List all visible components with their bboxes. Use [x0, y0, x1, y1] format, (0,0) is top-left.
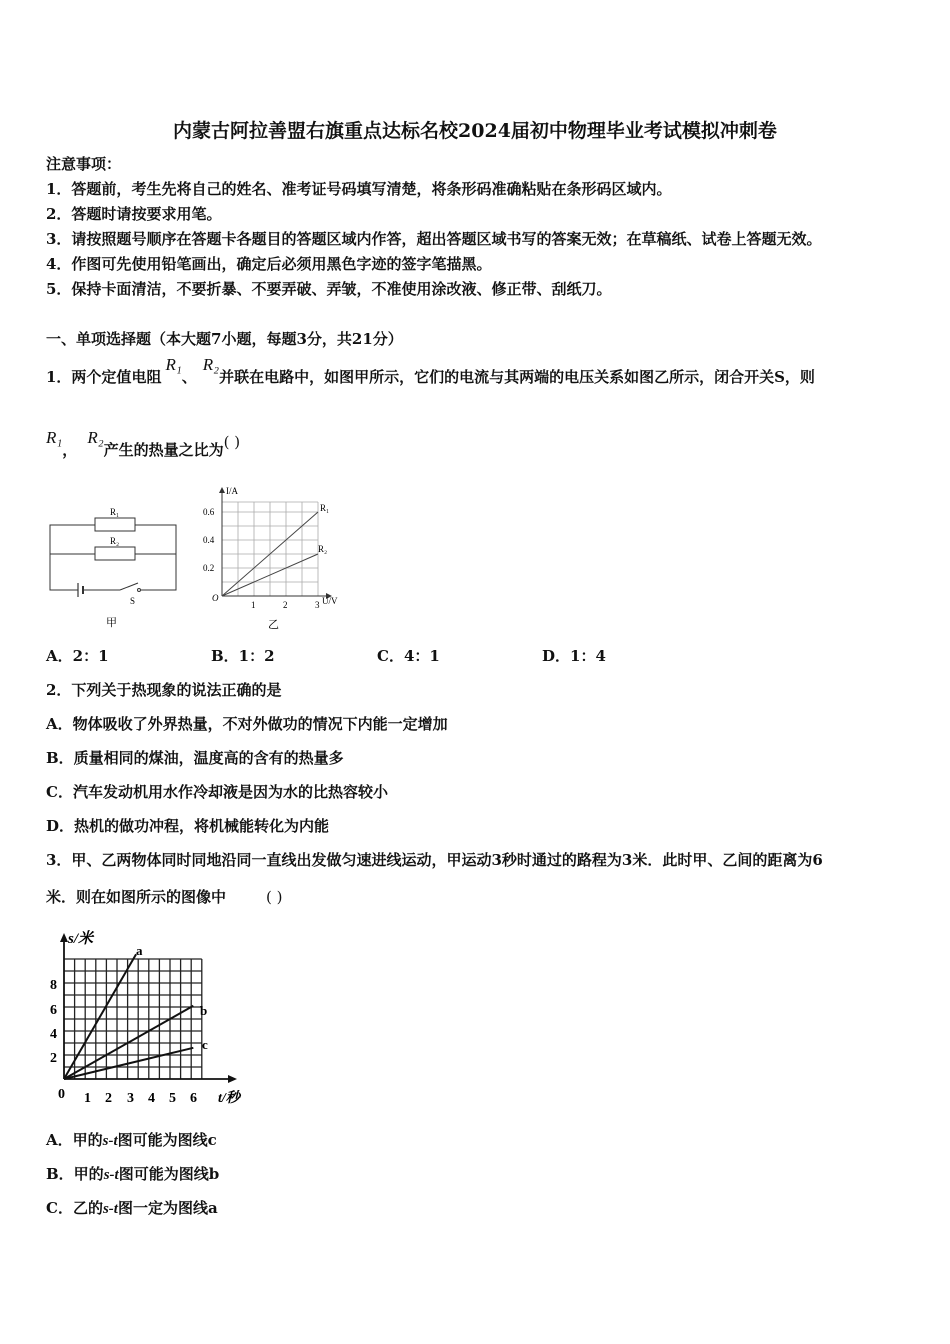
- q1-option-b[interactable]: B．1：2: [211, 647, 275, 665]
- q3-option-label: C．乙的: [46, 1199, 103, 1217]
- q1-iu-graph: [195, 482, 360, 632]
- q3-option-st: s-t: [103, 1167, 119, 1183]
- notice-heading: 注意事项：: [46, 155, 122, 173]
- q2-option-c[interactable]: C．汽车发动机用水作冷却液是因为水的比热容较小: [46, 783, 388, 801]
- iu-ylabel: I/A: [226, 486, 238, 496]
- resistor-r2: [95, 547, 135, 560]
- q1-line2-r2: R₂: [87, 428, 104, 447]
- q1-paren: ( ): [223, 433, 241, 451]
- switch-contact: [138, 589, 141, 592]
- q2-option-a[interactable]: A．物体吸收了外界热量，不对外做功的情况下内能一定增加: [46, 715, 448, 733]
- iu-line1-label: R₁: [320, 503, 330, 513]
- st-xtick: 3: [127, 1091, 134, 1106]
- q3-stem-text: 米．则在如图所示的图像中: [46, 888, 227, 906]
- st-xtick: 1: [84, 1091, 91, 1106]
- section-heading: 一、单项选择题（本大题7小题，每题3分，共21分）: [46, 330, 403, 348]
- q3-option-rest: 图可能为图线c: [117, 1131, 217, 1149]
- q1-prefix: 1．两个定值电阻: [46, 368, 162, 386]
- q1-option-d[interactable]: D．1：4: [542, 647, 606, 665]
- q1-r2: R₂: [202, 355, 220, 374]
- st-ytick: 6: [50, 1003, 57, 1018]
- st-xtick: 2: [105, 1091, 112, 1106]
- q3-stem-line2: [46, 886, 283, 907]
- st-origin: 0: [58, 1087, 65, 1102]
- iu-ytick: 0.4: [203, 535, 215, 545]
- q3-option-rest: 图一定为图线a: [117, 1199, 218, 1217]
- st-xtick: 4: [148, 1091, 155, 1106]
- q3-stem-line1: 3．甲、乙两物体同时同地沿同一直线出发做匀速进线运动，甲运动3秒时通过的路程为3米．此时甲、乙间的距离为6: [46, 851, 823, 869]
- st-xtick: 5: [169, 1091, 176, 1106]
- st-line-c-label: c: [202, 1037, 208, 1052]
- q3-option-st: s-t: [102, 1201, 118, 1217]
- st-ytick: 2: [50, 1051, 57, 1066]
- q3-option-label: B．甲的: [46, 1165, 104, 1183]
- circuit-switch-label: S: [130, 596, 136, 606]
- resistor-r1: [95, 518, 135, 531]
- iu-xtick: 1: [251, 600, 256, 610]
- q1-line2-text: 产生的热量之比为: [103, 441, 224, 459]
- q1-text: 并联在电路中，如图甲所示，它们的电流与其两端的电压关系如图乙所示，闭合开关S，则: [219, 368, 815, 386]
- circuit-r2-label: R₂: [110, 536, 120, 546]
- iu-xlabel: U/V: [322, 596, 338, 606]
- iu-ytick: 0.6: [203, 507, 215, 517]
- st-line-a-label: a: [136, 943, 143, 958]
- q1-r1: R₁: [165, 355, 182, 374]
- q1-option-a[interactable]: A．2：1: [46, 647, 109, 665]
- q1-line2-r1: R₁: [46, 428, 63, 447]
- notice-item: 5．保持卡面清洁，不要折暴、不要弄破、弄皱，不准使用涂改液、修正带、刮纸刀。: [46, 280, 612, 298]
- q2-option-d[interactable]: D．热机的做功冲程，将机械能转化为内能: [46, 817, 330, 835]
- circuit-bottom-gap: [72, 580, 162, 598]
- st-ytick: 8: [50, 978, 57, 993]
- circuit-caption: 甲: [106, 617, 117, 629]
- iu-ytick: 0.2: [203, 563, 215, 573]
- q1-sep: 、: [181, 368, 197, 386]
- iu-xtick: 3: [315, 600, 320, 610]
- q3-option-b[interactable]: [46, 1163, 219, 1184]
- q1-circuit-diagram: [40, 500, 190, 630]
- q3-option-rest: 图可能为图线b: [118, 1165, 220, 1183]
- iu-origin: O: [212, 593, 219, 603]
- q1-line2-comma: ，: [62, 441, 78, 459]
- circuit-r1-label: R₁: [110, 507, 120, 517]
- st-grid: [64, 959, 202, 1079]
- notice-item: 4．作图可先使用铅笔画出，确定后必须用黑色字迹的签字笔描黑。: [46, 255, 492, 273]
- st-x-arrow: [228, 1075, 237, 1083]
- q3-paren: ( ): [266, 888, 283, 906]
- iu-grid: [222, 502, 318, 596]
- notice-item: 2．答题时请按要求用笔。: [46, 205, 222, 223]
- iu-line2-label: R₂: [318, 544, 328, 554]
- q3-option-label: A．甲的: [46, 1131, 103, 1149]
- iu-y-arrow: [219, 487, 225, 493]
- iu-caption: 乙: [268, 619, 279, 631]
- q3-option-c[interactable]: [46, 1197, 218, 1218]
- q1-stem: [46, 355, 815, 387]
- st-ytick: 4: [50, 1027, 57, 1042]
- q1-option-c[interactable]: C．4：1: [377, 647, 440, 665]
- st-xtick: 6: [190, 1091, 197, 1106]
- notice-item: 3．请按照题号顺序在答题卡各题目的答题区域内作答，超出答题区域书写的答案无效；在草稿纸、试卷上答题无效。: [46, 230, 822, 248]
- st-line-c: [64, 1048, 193, 1079]
- notice-item: 1．答题前，考生先将自己的姓名、准考证号码填写清楚，将条形码准确粘贴在条形码区域内。: [46, 180, 672, 198]
- st-y-arrow: [60, 933, 68, 942]
- q2-option-b[interactable]: B．质量相同的煤油，温度高的含有的热量多: [46, 749, 344, 767]
- st-xlabel: t/秒: [218, 1091, 240, 1106]
- q1-stem-line2: [46, 428, 241, 460]
- q3-option-a[interactable]: [46, 1129, 217, 1150]
- q3-st-graph: [42, 925, 257, 1110]
- page-title: 内蒙古阿拉善盟右旗重点达标名校2024届初中物理毕业考试模拟冲刺卷: [173, 120, 777, 142]
- q2-stem: 2．下列关于热现象的说法正确的是: [46, 681, 282, 699]
- st-ylabel: s/米: [68, 931, 94, 947]
- q3-option-st: s-t: [102, 1133, 118, 1149]
- st-line-b-label: b: [200, 1003, 208, 1018]
- iu-xtick: 2: [283, 600, 288, 610]
